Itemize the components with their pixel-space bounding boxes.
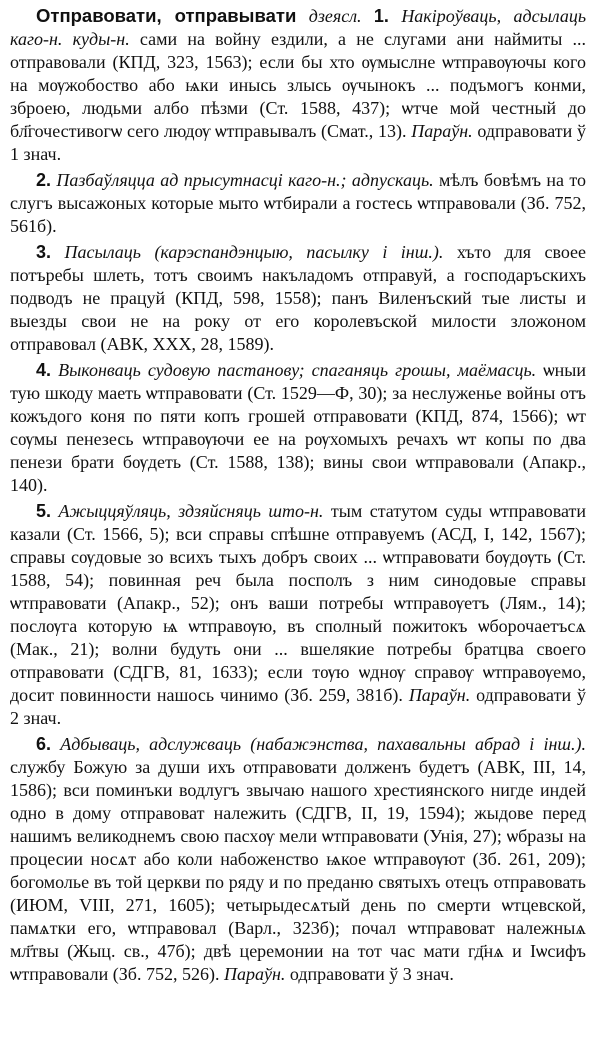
sense-number: 6. xyxy=(36,734,52,754)
sense-5 xyxy=(10,500,586,730)
sense-2 xyxy=(10,169,586,238)
sense-citations: хъто для своее потъребы шлеть, тотъ своимъ накъладомъ отправуй, а господаръскихъ подводъ не працуй (КПД, 598, 1558); панъ Виленъский тые листы и выезды свои не на року от его королевъской милости зложоном отправовал (АВК, XXX, 28, 1589). xyxy=(10,242,587,354)
part-of-speech: дзеясл. xyxy=(308,6,362,26)
headword: Отправовати, отправывати xyxy=(36,5,297,26)
sense-number: 4. xyxy=(36,360,52,380)
sense-citations: сами на войну ездили, а не слугами ани наймиты ... отправовали (КПД, 323, 1563); если бы хто ѹмыслне ѡтправѹючы кого на мѹжобоство або ѩки инысь злысь ѹчынокъ ... подъмогъ конми, зброею, людьми албо пѣзми (Ст. 1588, 437); ѡтче мой честный до бл҃гочестивогѡ сего людѹ ѡтправывалъ (Смат., 13). xyxy=(10,29,587,141)
sense-citations: службу Божую за души ихъ отправовати долженъ будетъ (АВК, III, 14, 1586); вси поминъки водлугъ звычаю нашого хрестиянского нигде индей одно в дому отправоват належить (СДГВ, II, 19, 1594); жыдове перед нашимъ великоднемъ свою пасхѹ мели ѡтправовати (Унія, 27); ѡбразы на процесии носѧт або коли набоженство ѩкое ѡтправѹют (Зб. 261, 209); богомолье въ той церкви по ряду и по преданю святыхъ отецъ отправовать (ИЮМ, VIII, 271, 1605); четырыдесѧтый день по смерти ѡтцевской, памѧтки его, ѡтправовал (Варл., 323б); почал ѡтправоват належныѧ мл҃твы (Жыц. св., 47б); двѣ церемонии на тот час мати гд҃нѧ и Іѡсифъ ѡтправовали (Зб. 752, 526). xyxy=(10,757,586,984)
sense-gloss: Выконваць судовую пастанову; спаганяць грошы, маёмасць. xyxy=(58,360,537,380)
sense-4 xyxy=(10,359,586,497)
sense-number: 5. xyxy=(36,501,52,521)
cross-ref-text: одправовати ў 3 знач. xyxy=(285,964,454,984)
sense-number: 3. xyxy=(36,242,52,262)
sense-gloss: Пазбаўляцца ад прысутнасці каго-н.; адпускаць. xyxy=(56,170,434,190)
sense-number: 2. xyxy=(36,170,52,190)
cross-ref-text: одправовати ў 2 знач. xyxy=(10,685,586,728)
sense-gloss: Адбываць, адслужваць (набажэнства, пахавальны абрад і інш.). xyxy=(60,734,587,754)
cross-ref-label: Параўн. xyxy=(408,685,471,705)
sense-number: 1. xyxy=(373,6,389,26)
sense-gloss: Ажыццяўляць, здзяйсняць што-н. xyxy=(58,501,324,521)
sense-citations: тым статутом суды ѡтправовати казали (Ст. 1566, 5); вси справы спѣшне отправуемъ (АСД, I, 142, 1567); справы сѹдовые зо всихъ тыхъ добръ своих ... ѡтправовати бѹдѹть (Ст. 1588, 54); повинная реч была посполъ з ним синодовые справы ѡтправовати (Апакр., 52); онъ ваши потребы ѡтправѹетъ (Лям., 14); послѹга которую ѩ ѡтправѹю, въ сполный пожитокъ ѡборочаетъсѧ (Мак., 21); волни будуть они ... вшелякие потребы братцва своего отправовати (СДГВ, 81, 1633); если тѹю ѡднѹ справѹ ѡтправѹемо, досит повинности нашось чинимо (Зб. 259, 381б). xyxy=(10,501,586,705)
cross-ref-text: одправовати ў 1 знач. xyxy=(10,121,587,164)
sense-3 xyxy=(10,241,586,356)
cross-ref-label: Параўн. xyxy=(411,121,473,141)
sense-gloss: Пасылаць (карэспандэнцыю, пасылку і інш.). xyxy=(64,242,444,262)
sense-1 xyxy=(10,4,586,166)
sense-6 xyxy=(10,733,586,986)
sense-citations: мѣлъ бовѣмъ на то слугъ высажоных которые мыто ѡтбирали а гостесь ѡтправовали (Зб. 752, 561б). xyxy=(10,170,587,236)
cross-ref-label: Параўн. xyxy=(223,964,286,984)
sense-gloss: Накіроўваць, адсылаць каго-н. куды-н. xyxy=(10,6,587,49)
sense-citations: ѡныи тую шкоду маеть ѡтправовати (Ст. 1529—Ф, 30); за неслуженье войны отъ кожъдого коня по пяти копъ грошей отправовати (КПД, 874, 1566); ѡт сѹмы пенезесь ѡтправѹючи ее на рѹхомыхъ речахъ ѡт копы по два пенези брати бѹдеть (Ст. 1588, 138); вины свои ѡтправовали (Апакр., 140). xyxy=(10,360,587,495)
